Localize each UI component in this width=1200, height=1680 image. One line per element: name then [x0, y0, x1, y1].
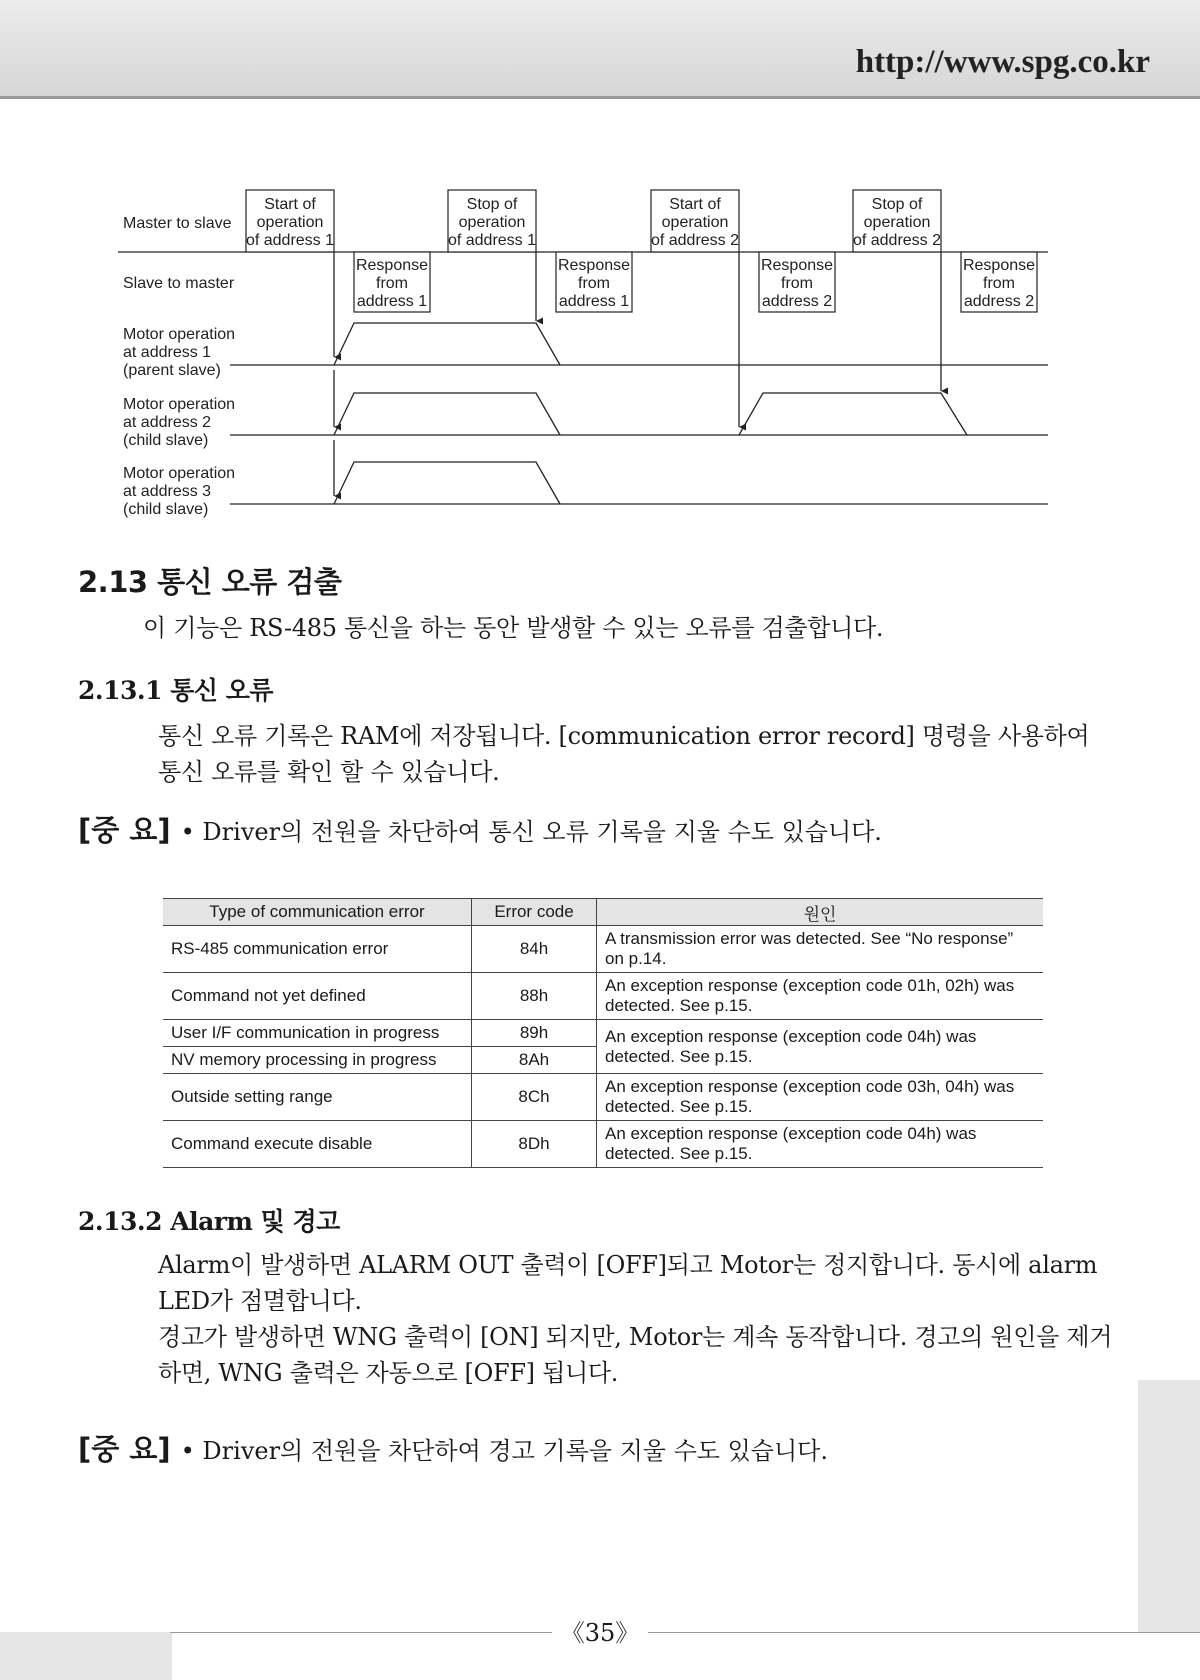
master-box-3-line-1: Start of	[669, 196, 721, 213]
cell-cause: An exception response (exception code 04h) was detected. See p.15.	[597, 1121, 1044, 1168]
master-box-4-line-3: of address 2	[852, 232, 942, 249]
row-label-motor-3-line-2: at address 3	[123, 483, 212, 500]
master-box-1	[246, 190, 334, 252]
slave-box-2-line-1: Response	[557, 257, 631, 274]
slave-box-3-line-1: Response	[760, 257, 834, 274]
row-label-motor-3-line-3: (child slave)	[123, 501, 209, 518]
error-table-header	[163, 899, 1043, 926]
cell-cause: A transmission error was detected. See “No response” on p.14.	[597, 926, 1044, 973]
section-title: 2.13 통신 오류 검출	[78, 565, 342, 599]
master-box-4	[853, 190, 941, 252]
subsection-2-p2-line-1: 경고가 발생하면 WNG 출력이 [ON] 되지만, Motor는 계속 동작합니다. 경고의 원인을 제거	[158, 1323, 1113, 1351]
site-url: http://www.spg.co.kr	[855, 44, 1150, 80]
row-label-motor-2-line-3: (child slave)	[123, 432, 209, 449]
master-box-4-line-2: operation	[863, 214, 931, 231]
subsection-2-title: 2.13.2 Alarm 및 경고	[78, 1207, 340, 1236]
section-intro: 이 기능은 RS-485 통신을 하는 동안 발생할 수 있는 오류를 검출합니다.	[143, 614, 884, 642]
row-label-motor-3-line-1: Motor operation	[123, 465, 236, 482]
motor-3-profile	[334, 462, 560, 504]
slave-box-4-line-3: address 2	[963, 293, 1035, 310]
motor-profiles	[334, 323, 967, 504]
header-type: Type of communication error	[163, 899, 472, 926]
row-label-motor-2-line-1: Motor operation	[123, 396, 236, 413]
slave-box-1-line-2: from	[376, 275, 408, 292]
subsection-1-line-2: 통신 오류를 확인 할 수 있습니다.	[158, 758, 500, 786]
side-tab	[1138, 1380, 1200, 1632]
row-label-motor-2-line-2: at address 2	[123, 414, 212, 431]
note-2-text: • Driver의 전원을 차단하여 경고 기록을 지울 수도 있습니다.	[180, 1437, 828, 1465]
slave-box-3-line-2: from	[781, 275, 813, 292]
subsection-2-p1-line-2: LED가 점멸합니다.	[158, 1287, 362, 1315]
table-row	[163, 1020, 1043, 1047]
slave-box-1-line-3: address 1	[356, 293, 428, 310]
table-row	[163, 1074, 1043, 1121]
cell-code: 88h	[472, 973, 597, 1020]
slave-box-2	[556, 252, 632, 312]
table-row	[163, 973, 1043, 1020]
row-label-master: Master to slave	[123, 215, 232, 232]
cell-cause: An exception response (exception code 03h, 04h) was detected. See p.15.	[597, 1074, 1044, 1121]
page-number: 《35》	[552, 1616, 648, 1650]
slave-box-1	[354, 252, 430, 312]
error-table	[163, 898, 1043, 1168]
row-label-motor-1-line-3: (parent slave)	[123, 362, 221, 379]
cell-type: Command not yet defined	[163, 973, 472, 1020]
row-label-slave: Slave to master	[123, 275, 235, 292]
table-row	[163, 926, 1043, 973]
slave-box-4-line-1: Response	[962, 257, 1036, 274]
table-row	[163, 1121, 1043, 1168]
header-cause: 원인	[597, 899, 1044, 926]
slave-box-4-line-2: from	[983, 275, 1015, 292]
footer-block	[0, 1632, 172, 1680]
slave-box-3	[759, 252, 835, 312]
master-box-3	[651, 190, 739, 252]
cell-code: 8Ah	[472, 1047, 597, 1074]
cell-type: NV memory processing in progress	[163, 1047, 472, 1074]
cell-code: 8Ch	[472, 1074, 597, 1121]
slave-box-3-line-3: address 2	[761, 293, 833, 310]
note-1-label: [중 요]	[78, 813, 171, 847]
master-box-3-line-3: of address 2	[650, 232, 740, 249]
master-box-4-line-1: Stop of	[871, 196, 923, 213]
master-box-3-line-2: operation	[661, 214, 729, 231]
master-box-1-line-2: operation	[256, 214, 324, 231]
cell-type: RS-485 communication error	[163, 926, 472, 973]
note-2-label: [중 요]	[78, 1432, 171, 1466]
row-label-motor-1-line-1: Motor operation	[123, 326, 236, 343]
slave-box-1-line-1: Response	[355, 257, 429, 274]
master-box-2	[448, 190, 536, 252]
subsection-1-title: 2.13.1 통신 오류	[78, 676, 273, 705]
cell-cause: An exception response (exception code 04h) was detected. See p.15.	[597, 1020, 1044, 1074]
master-box-2-line-2: operation	[458, 214, 526, 231]
timing-diagram	[110, 185, 1060, 525]
slave-box-2-line-3: address 1	[558, 293, 630, 310]
subsection-2-p1-line-1: Alarm이 발생하면 ALARM OUT 출력이 [OFF]되고 Motor는 정지합니다. 동시에 alarm	[158, 1251, 1098, 1279]
master-box-2-line-1: Stop of	[466, 196, 518, 213]
note-2	[78, 1431, 828, 1469]
header-code: Error code	[472, 899, 597, 926]
subsection-2-p2-line-2: 하면, WNG 출력은 자동으로 [OFF] 됩니다.	[158, 1359, 619, 1387]
master-box-2-line-3: of address 1	[447, 232, 537, 249]
cell-code: 8Dh	[472, 1121, 597, 1168]
footer-line	[170, 1632, 1200, 1633]
cell-type: Outside setting range	[163, 1074, 472, 1121]
slave-box-4	[961, 252, 1037, 312]
motor-2-profile-2	[739, 393, 967, 435]
subsection-1-line-1: 통신 오류 기록은 RAM에 저장됩니다. [communication error record] 명령을 사용하여	[158, 722, 1090, 750]
row-label-motor-1-line-2: at address 1	[123, 344, 212, 361]
note-1	[78, 812, 882, 850]
cell-type: Command execute disable	[163, 1121, 472, 1168]
motor-2-profile-1	[334, 393, 560, 435]
note-1-text: • Driver의 전원을 차단하여 통신 오류 기록을 지울 수도 있습니다.	[180, 818, 882, 846]
master-box-1-line-1: Start of	[264, 196, 316, 213]
cell-cause: An exception response (exception code 01h, 02h) was detected. See p.15.	[597, 973, 1044, 1020]
slave-box-2-line-2: from	[578, 275, 610, 292]
motor-1-profile	[334, 323, 560, 365]
cell-type: User I/F communication in progress	[163, 1020, 472, 1047]
cell-code: 84h	[472, 926, 597, 973]
cell-code: 89h	[472, 1020, 597, 1047]
master-box-1-line-3: of address 1	[245, 232, 335, 249]
